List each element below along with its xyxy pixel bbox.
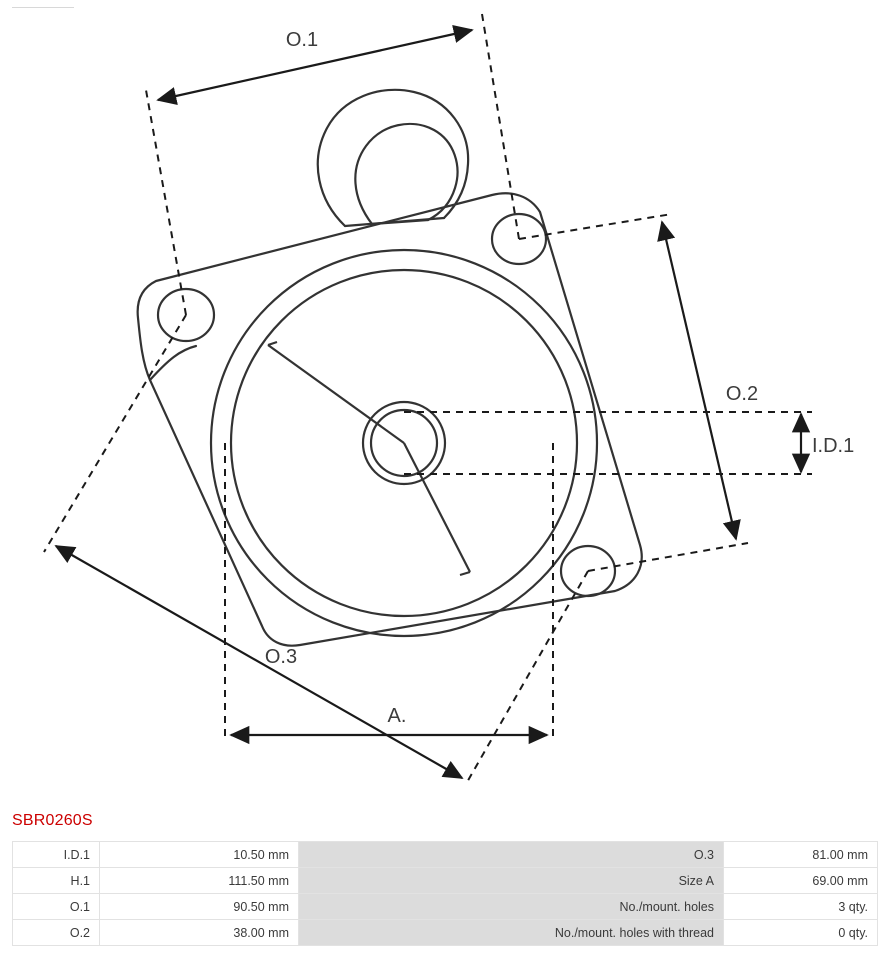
dim-label-o3: O.3 — [264, 646, 298, 668]
spec-label-right: O.3 — [299, 842, 724, 868]
spec-label-left: I.D.1 — [13, 842, 100, 868]
spec-value-right: 69.00 mm — [724, 868, 878, 894]
dim-label-a: A. — [387, 705, 407, 727]
spec-value-right: 3 qty. — [724, 894, 878, 920]
table-row — [13, 868, 878, 894]
part-number: SBR0260S — [12, 812, 93, 829]
bore-circles — [211, 250, 597, 636]
spec-value-left: 10.50 mm — [100, 842, 299, 868]
spec-label-left: H.1 — [13, 868, 100, 894]
spec-label-left: O.2 — [13, 920, 100, 946]
table-row — [13, 842, 878, 868]
dim-label-id1: I.D.1 — [812, 435, 855, 457]
dimension-arrows — [56, 30, 801, 778]
specification-table — [12, 841, 878, 946]
spec-value-left: 38.00 mm — [100, 920, 299, 946]
top-loop — [318, 90, 468, 226]
spec-value-right: 0 qty. — [724, 920, 878, 946]
spec-label-left: O.1 — [13, 894, 100, 920]
spec-label-right: No./mount. holes with thread — [299, 920, 724, 946]
dim-label-o2: O.2 — [725, 383, 759, 405]
spec-label-right: No./mount. holes — [299, 894, 724, 920]
spec-label-right: Size A — [299, 868, 724, 894]
spec-value-right: 81.00 mm — [724, 842, 878, 868]
table-row — [13, 920, 878, 946]
dim-label-o1: O.1 — [285, 29, 319, 51]
table-row — [13, 894, 878, 920]
spec-value-left: 90.50 mm — [100, 894, 299, 920]
spec-value-left: 111.50 mm — [100, 868, 299, 894]
